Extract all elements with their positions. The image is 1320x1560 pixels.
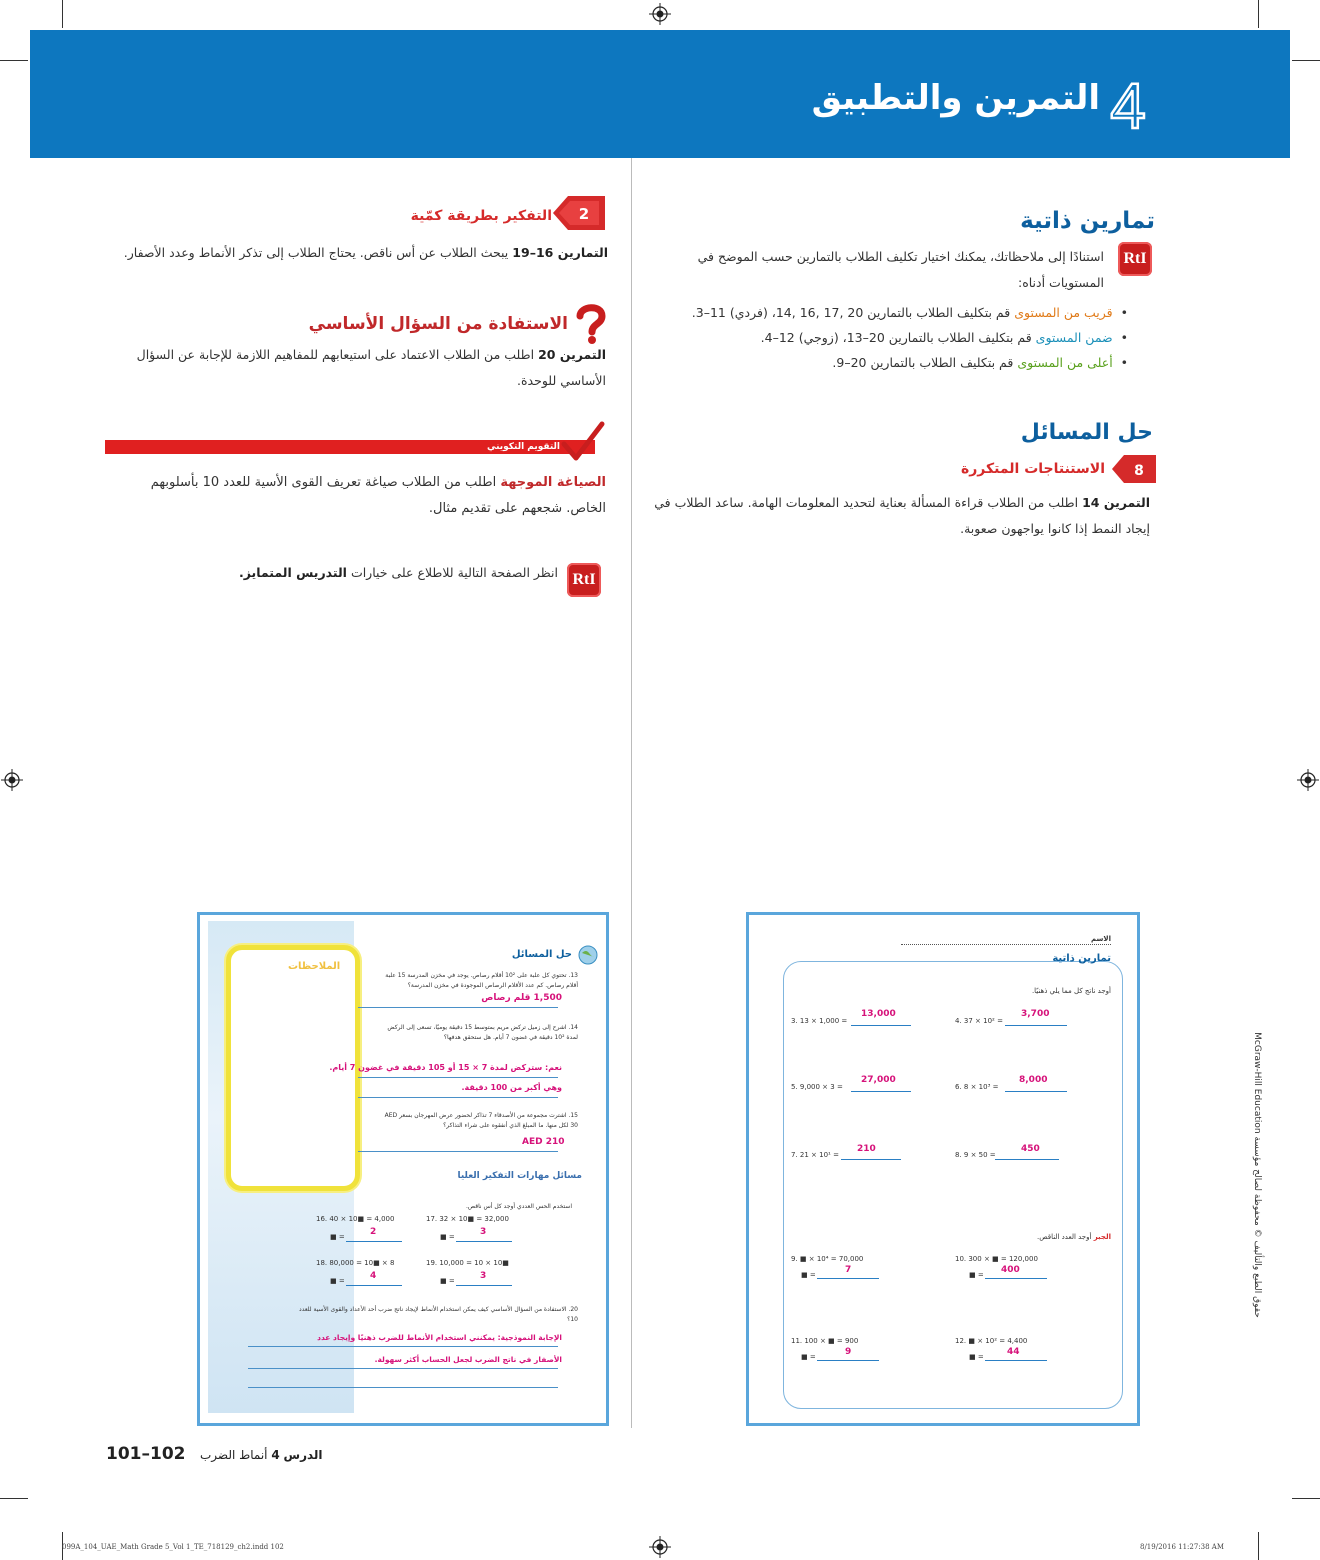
answer-10: 400 [1001, 1265, 1020, 1275]
self-practice-intro: استنادًا إلى ملاحظاتك، يمكنك اختيار تكليف الطلاب بالتمارين حسب الموضح في المستويات أدناه: [697, 249, 1104, 290]
problem-solving-title: حل المسائل [511, 949, 572, 960]
level-item-beyond: • أعلى من المستوى قم بتكليف الطلاب بالتمارين 20–9. [832, 355, 1128, 370]
hots-instruction: استخدم الحس العددي أوجد كل أس ناقص. [465, 1203, 572, 1210]
answer-14-line2: وهي أكبر من 100 دقيقة. [461, 1083, 562, 1092]
answer-15: AED 210 [522, 1137, 565, 1147]
answer-5: 27,000 [861, 1075, 896, 1085]
algebra-instruction: الجبر أوجد العدد الناقص. [1036, 1233, 1111, 1241]
question-15: 15. اشترت مجموعة من الأصدقاء 7 تذاكر لحضور عرض المهرجان بسعر AED 30 لكل منها. ما المبلغ الذي أنفقوه على شراء التذاكر؟ [384, 1112, 578, 1129]
answer-20-line2: الأصفار في ناتج الضرب لجعل الحساب أكثر سهولة. [374, 1355, 562, 1364]
rti-icon-left: RtI [567, 563, 601, 597]
essential-question-label: الاستفادة من السؤال الأساسي [308, 314, 568, 334]
item-12: 12. ■ × 10² = 4,400 [955, 1337, 1028, 1345]
registration-mark-right [1297, 769, 1319, 791]
header-number [1098, 70, 1158, 140]
item-11: 11. 100 × ■ = 900 [791, 1337, 859, 1345]
item-4: 4. 37 × 10² = [955, 1017, 1003, 1025]
item-7: 7. 21 × 10¹ = [791, 1151, 839, 1159]
answer-8: 450 [1021, 1144, 1040, 1154]
blank-label: ■ = [969, 1271, 984, 1279]
slug-timestamp: 8/19/2016 11:27:38 AM [1140, 1543, 1225, 1551]
formative-assessment-text: الصياغة الموجهة اطلب من الطلاب صياغة تعريف القوى الأسية للعدد 10 بأسلوبهم الخاص. شجعهم على تقديم مثال. [150, 475, 606, 516]
item-19: 19. 10,000 = 10 × 10■ [426, 1259, 509, 1267]
quantitative-reasoning-label: التفكير بطريقة كمّية [410, 208, 552, 224]
answer-13: 1,500 قلم رصاص [481, 993, 562, 1003]
answer-3: 13,000 [861, 1009, 896, 1019]
worksheet-self-practice [746, 912, 1140, 1426]
answer-18: 4 [370, 1271, 377, 1281]
header-title: التمرين والتطبيق [811, 78, 1100, 118]
hots-heading: مسائل مهارات التفكير العليا [457, 1171, 582, 1181]
blank-label: ■ = [969, 1353, 984, 1361]
registration-mark-bottom [649, 1536, 671, 1558]
worksheet-title: تمارين ذاتية [1052, 953, 1111, 964]
problem-solving-text: التمرين 14 اطلب من الطلاب قراءة المسألة بعناية لتحديد المعلومات الهامة. ساعد الطلاب في إيجاد النمط إذا كانوا يواجهون صعوبة. [654, 495, 1150, 536]
essential-question-text: التمرين 20 اطلب من الطلاب الاعتماد على استيعابهم للمفاهيم اللازمة للإجابة عن السؤال الأساسي للوحدة. [136, 347, 606, 388]
item-6: 6. 8 × 10³ = [955, 1083, 999, 1091]
blank-label: ■ = [801, 1353, 816, 1361]
item-18: 18. 80,000 = 10■ × 8 [316, 1259, 395, 1267]
formative-assessment-label: التقويم التكويني [486, 442, 560, 452]
registration-mark-top [649, 3, 671, 25]
blank-label: ■ = [330, 1233, 345, 1241]
quantitative-reasoning-text: التمارين 16–19 يبحث الطلاب عن أس ناقص. يحتاج الطلاب إلى تذكر الأنماط وعدد الأصفار. [123, 245, 608, 260]
question-13: 13. تحتوي كل علبة على 10² أقلام رصاص. يوجد في مخزن المدرسة 15 علبة أقلام رصاص. كم عدد الأقلام الرصاص الموجودة في مخزن المدرسة؟ [385, 972, 578, 989]
answer-4: 3,700 [1021, 1009, 1050, 1019]
math-practice-2-icon [553, 196, 605, 230]
question-20: 20. الاستفادة من السؤال الأساسي كيف يمكن استخدام الأنماط لإيجاد ناتج ضرب أحد الأعداد والقوى الأسية للعدد 10؟ [299, 1306, 578, 1323]
svg-text:2: 2 [578, 205, 590, 223]
column-divider [631, 158, 632, 1428]
svg-text:8: 8 [1134, 463, 1144, 479]
blank-label: ■ = [330, 1277, 345, 1285]
answer-6: 8,000 [1019, 1075, 1048, 1085]
problem-solving-heading: حل المسائل [1020, 420, 1153, 445]
rti-icon-right: RtI [1118, 242, 1152, 276]
item-9: 9. ■ × 10⁴ = 70,000 [791, 1255, 864, 1263]
answer-7: 210 [857, 1144, 876, 1154]
registration-mark-left [1, 769, 23, 791]
question-14: 14. اشرح إلى زميل تركض مريم بمتوسط 15 دقيقة يوميًا، تسعى إلى الركض لمدة 10² دقيقة في غضون 7 أيام. هل ستحقق هدفها؟ [387, 1024, 578, 1041]
notes-title: الملاحظات [288, 961, 341, 972]
blank-label: ■ = [801, 1271, 816, 1279]
blank-label: ■ = [440, 1277, 455, 1285]
item-10: 10. 300 × ■ = 120,000 [955, 1255, 1038, 1263]
self-practice-heading: تمارين ذاتية [1020, 208, 1155, 234]
worksheet-problem-solving [197, 912, 609, 1426]
math-practice-8-icon [1112, 455, 1156, 483]
answer-9: 7 [845, 1265, 852, 1275]
item-3: 3. 13 × 1,000 = [791, 1017, 848, 1025]
level-item-near: • قريب من المستوى قم بتكليف الطلاب بالتمارين 20 ,17 ,16 ,14، (فردي) 11–3. [691, 305, 1128, 320]
svg-text:4: 4 [1110, 70, 1146, 140]
answer-16: 2 [370, 1227, 377, 1237]
copyright-vertical-text: حقوق الطبع والتأليف © محفوظة لصالح مؤسسة McGraw-Hill Education [1252, 1032, 1262, 1318]
answer-11: 9 [845, 1347, 852, 1357]
item-8: 8. 9 × 50 = [955, 1151, 996, 1159]
level-item-on: • ضمن المستوى قم بتكليف الطلاب بالتمارين 20–13، (زوجي) 12–4. [760, 330, 1128, 345]
answer-12: 44 [1007, 1347, 1020, 1357]
checkmark-icon [560, 420, 606, 464]
page-numbers: 101–102 [106, 1444, 186, 1464]
item-17: 17. 32 × 10■ = 32,000 [426, 1215, 509, 1223]
worksheet-instruction: أوجد ناتج كل مما يلي ذهنيًا. [1031, 987, 1111, 995]
rti-note-text: انظر الصفحة التالية للاطلاع على خيارات التدريس المتمايز. [238, 565, 558, 580]
name-line [901, 944, 1111, 945]
repeated-reasoning-label: الاستنتاجات المتكررة [960, 461, 1105, 477]
slug-file-info: 099A_104_UAE_Math Grade 5_Vol 1_TE_718129_ch2.indd 102 [62, 1543, 284, 1551]
globe-icon [578, 945, 598, 965]
lesson-label: الدرس 4 أنماط الضرب [200, 1448, 323, 1462]
item-5: 5. 9,000 × 3 = [791, 1083, 843, 1091]
blank-label: ■ = [440, 1233, 455, 1241]
question-mark-icon [574, 304, 608, 344]
levels-list [668, 300, 1128, 375]
name-label: الاسم [1091, 935, 1111, 943]
answer-19: 3 [480, 1271, 487, 1281]
item-16: 16. 40 × 10■ = 4,000 [316, 1215, 395, 1223]
answer-20-line1: الإجابة النموذجية: يمكنني استخدام الأنماط للضرب ذهنيًا وإيجاد عدد [317, 1333, 562, 1342]
answer-14-line1: نعم: ستركض لمدة 7 × 15 أو 105 دقيقة في غضون 7 أيام. [329, 1063, 562, 1072]
answer-17: 3 [480, 1227, 487, 1237]
